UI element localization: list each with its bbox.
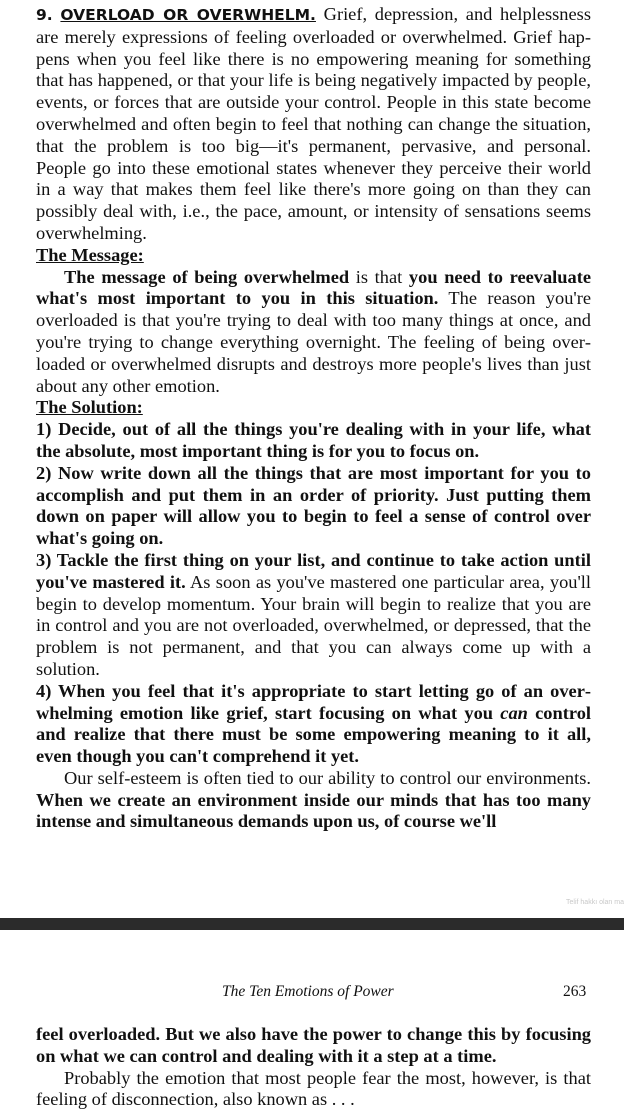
page-number: 263 [563,983,587,1000]
continuation-text [36,1024,591,1111]
running-head: The Ten Emotions of Power [222,983,394,1000]
message-heading: The Message: [36,244,144,265]
main-text [36,4,591,833]
section-title: OVERLOAD OR OVERWHELM. [60,6,316,24]
solution-heading: The Solution: [36,397,143,418]
solution-step-4: 4) When you feel that it's appropriate to start letting go of an overwhelming emotion like grief, start focusing on what you can control and realize that there must be some empowering meaning to it all, even though you can't comprehend it yet. [36,680,591,767]
overload-paragraph [36,4,591,245]
section-number: 9. [36,6,53,24]
solution-step-2: 2) Now write down all the things that are most important for you to accomplish and put them in an order of priority. Just putting them down on paper will allow you to begin to feel a sense of control over what's going on. [36,462,591,549]
page-divider [0,918,624,930]
final-paragraph: Probably the emotion that most people fear the most, however, is that feeling of disconnection, also known as . . . [36,1067,591,1110]
page-bottom [0,930,624,1118]
section-body: Grief, depression, and helplessness are merely expressions of feeling overloaded or overwhelmed. Grief happens when you feel like there is no empowering meaning for something that has happened, or that your life is being negatively impacted by people, events, or forces that are outside your control. People in this state become overwhelmed and often begin to feel that nothing can change the situation, that the problem is too big—it's permanent, pervasive, and personal. People go into these emotional states whenever they perceive their world in a way that makes them feel like there's more going on than they can possibly deal with, i.e., the pace, amount, or intensity of sensations seems overwhelming. [36,4,591,243]
closing-paragraph: Our self-esteem is often tied to our ability to control our environments. When we create an environment inside our minds that has too many intense and simultaneous demands upon us, of course we'll [36,767,591,832]
message-paragraph: The message of being overwhelmed is that you need to reevaluate what's most important to you in this situation. The reason you're overloaded is that you're trying to deal with too many things at once, and you're trying to change everything overnight. The feeling of being overloaded or overwhelmed disrupts and destroys more people's lives than just about any other emotion. [36,266,591,396]
continuation-bold: feel overloaded. But we also have the power to change this by focusing on what we can control and dealing with it a step at a time. [36,1024,591,1066]
solution-step-1: 1) Decide, out of all the things you're dealing with in your life, what the absolute, most important thing is for you to focus on. [36,419,591,461]
copyright-watermark: Telif hakkı olan ma [566,899,624,906]
solution-step-3: 3) Tackle the first thing on your list, and continue to take action until you've mastered it. As soon as you've mastered one particular area, you'll begin to develop momentum. Your brain will begin to realize that you are in control and you are not overloaded, overwhelmed, or depressed, that the problem is not permanent, and that you can always come up with a solution. [36,549,592,679]
